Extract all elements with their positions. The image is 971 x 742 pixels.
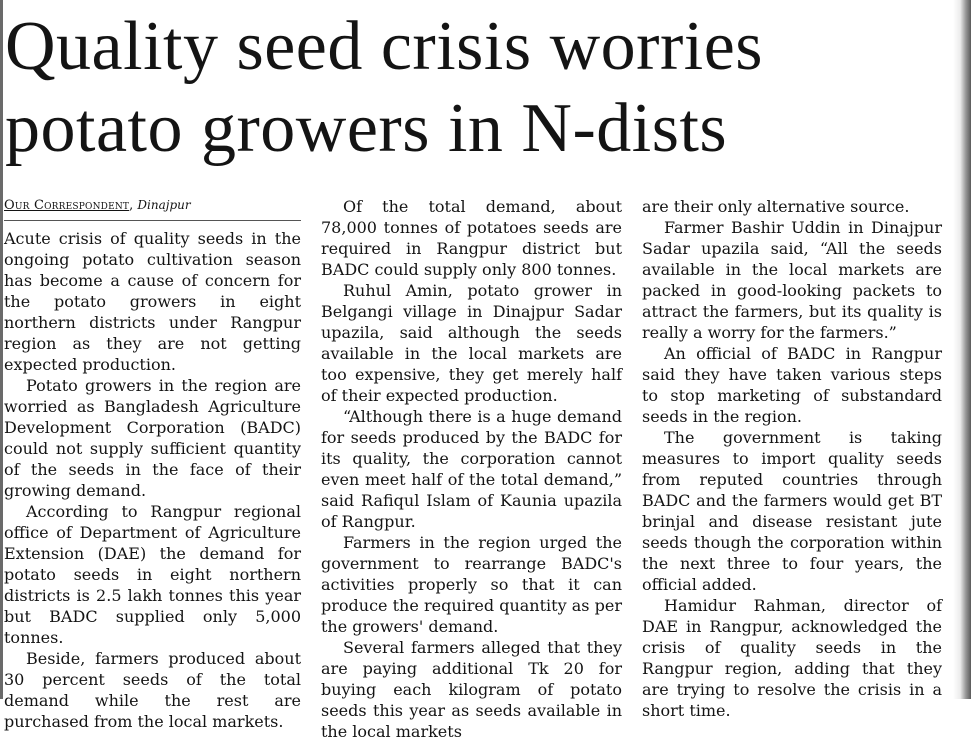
column-3 [642,196,942,721]
paragraph: Hamidur Rahman, director of DAE in Rangpur, acknowledged the crisis of quality seeds in the Rangpur region, adding that they are trying to resolve the crisis in a short time. [642,596,942,720]
page-edge-shadow [953,0,971,699]
paragraph: Potato growers in the region are worried as Bangladesh Agriculture Development Corporation (BADC) could not supply sufficient quantity of the seeds in the face of their growing demand. [4,376,301,500]
paragraph: “Although there is a huge demand for seeds produced by the BADC for its quality, the corporation cannot even meet half of the total demand,” said Rafiqul Islam of Kaunia upazila of Rangpur. [321,407,622,531]
paragraph: Ruhul Amin, potato grower in Belgangi village in Dinajpur Sadar upazila, said although the seeds available in the local markets are too expensive, they get merely half of their expected production. [321,281,622,405]
left-column-rule [0,0,3,699]
paragraph: An official of BADC in Rangpur said they have taken various steps to stop marketing of substandard seeds in the region. [642,344,942,426]
byline: Our Correspondent, Dinajpur [4,196,301,221]
paragraph: Farmer Bashir Uddin in Dinajpur Sadar upazila said, “All the seeds available in the local markets are packed in good-looking packets to attract the farmers, but its quality is really a worry for the farmers.” [642,218,942,342]
column-2 [321,196,622,742]
byline-place: Dinajpur [137,198,191,212]
paragraph: According to Rangpur regional office of Department of Agriculture Extension (DAE) the demand for potato seeds in eight northern districts is 2.5 lakh tonnes this year but BADC supplied only 5,000 tonnes. [4,502,301,647]
headline: Quality seed crisis worries potato growers in N-dists [5,8,764,167]
paragraph: The government is taking measures to import quality seeds from reputed countries through BADC and the farmers would get BT brinjal and disease resistant jute seeds though the corporation within the next three to four years, the official added. [642,428,942,594]
paragraph: Several farmers alleged that they are paying additional Tk 20 for buying each kilogram of potato seeds this year as seeds available in the local markets [321,638,622,741]
paragraph: Of the total demand, about 78,000 tonnes of potatoes seeds are required in Rangpur district but BADC could supply only 800 tonnes. [321,197,622,279]
paragraph: Acute crisis of quality seeds in the ongoing potato cultivation season has become a cause of concern for the potato growers in eight northern districts under Rangpur region as they are not getting expected production. [4,229,301,374]
paragraph: Farmers in the region urged the government to rearrange BADC's activities properly so that it can produce the required quantity as per the growers' demand. [321,533,622,636]
column-1 [4,196,301,732]
byline-name: Our Correspondent [4,198,130,213]
paragraph: are their only alternative source. [642,197,910,216]
paragraph: Beside, farmers produced about 30 percent seeds of the total demand while the rest are purchased from the local markets. [4,649,301,731]
